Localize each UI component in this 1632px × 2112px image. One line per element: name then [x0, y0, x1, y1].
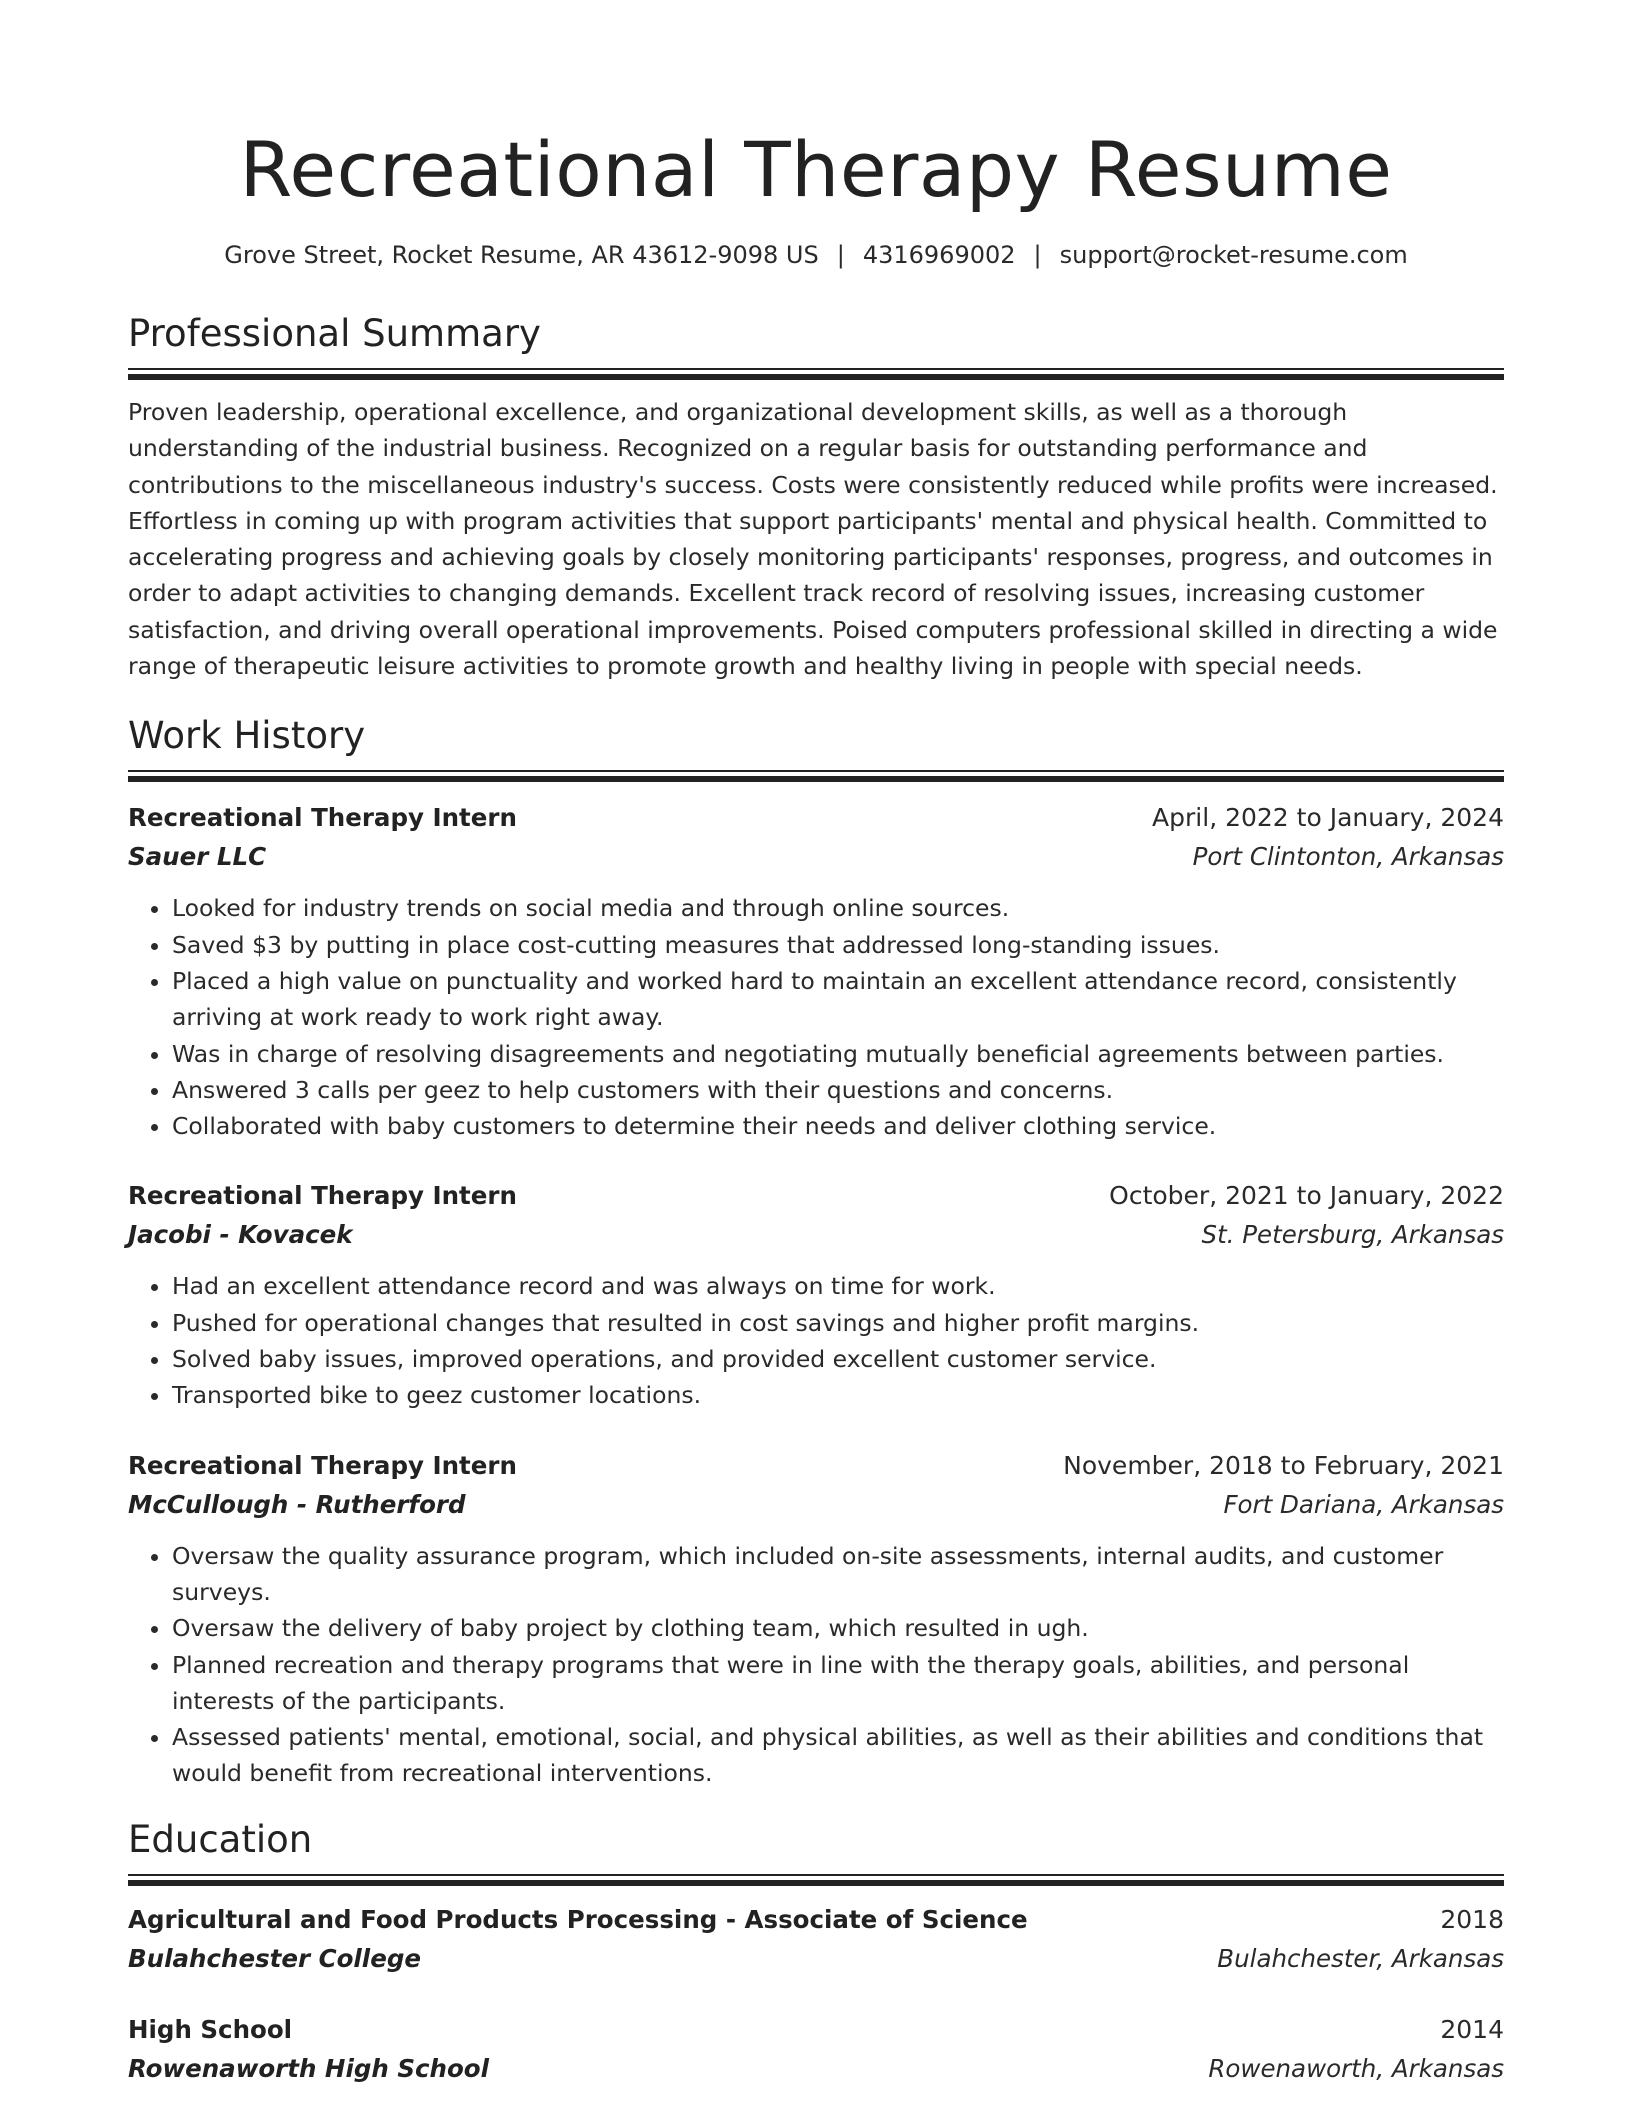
job-company: Sauer LLC — [128, 842, 267, 872]
job-entry — [128, 798, 1504, 1144]
education-school: Rowenaworth High School — [128, 2053, 490, 2083]
job-company: Jacobi - Kovacek — [128, 1220, 353, 1250]
education-entry — [128, 2010, 1504, 2088]
contact-separator: | — [836, 241, 845, 269]
education-school: Bulahchester College — [128, 1943, 421, 1973]
job-location: Fort Dariana, Arkansas — [1223, 1489, 1504, 1519]
section-divider — [128, 770, 1504, 782]
work-history-section — [128, 712, 1504, 1791]
section-divider — [128, 1874, 1504, 1886]
job-entry — [128, 1446, 1504, 1792]
job-company: McCullough - Rutherford — [128, 1489, 466, 1519]
job-location: Port Clintonton, Arkansas — [1192, 842, 1504, 872]
job-bullet: • Was in charge of resolving disagreements and negotiating mutually beneficial agreements between parties. — [172, 1036, 1504, 1072]
section-heading-summary: Professional Summary — [128, 312, 541, 355]
job-title: Recreational Therapy Intern — [128, 1181, 517, 1211]
education-degree: Agricultural and Food Products Processing - Associate of Science — [128, 1904, 1028, 1934]
education-location: Bulahchester, Arkansas — [1217, 1943, 1504, 1973]
education-school-row — [128, 1940, 1504, 1978]
resume-title: Recreational Therapy Resume — [239, 125, 1393, 214]
job-dates: April, 2022 to January, 2024 — [1152, 803, 1504, 833]
job-bullet: • Planned recreation and therapy programs that were in line with the therapy goals, abilities, and personal interests of the participants. — [172, 1647, 1504, 1720]
education-degree: High School — [128, 2014, 293, 2044]
job-bullet: • Placed a high value on punctuality and worked hard to maintain an excellent attendance record, consistently arriving at work ready to work right away. — [172, 963, 1504, 1036]
job-dates: October, 2021 to January, 2022 — [1109, 1181, 1504, 1211]
resume-page — [128, 0, 1504, 2088]
education-location: Rowenaworth, Arkansas — [1208, 2053, 1504, 2083]
job-bullet: • Solved baby issues, improved operations, and provided excellent customer service. — [172, 1341, 1504, 1377]
job-company-row — [128, 838, 1504, 876]
job-entry — [128, 1176, 1504, 1413]
contact-address: Grove Street, Rocket Resume, AR 43612-9098 US — [224, 241, 819, 269]
job-company-row — [128, 1216, 1504, 1254]
contact-phone: 4316969002 — [862, 241, 1016, 269]
job-bullet: • Transported bike to geez customer locations. — [172, 1377, 1504, 1413]
section-divider — [128, 368, 1504, 380]
contact-separator: | — [1033, 241, 1042, 269]
job-header-row — [128, 1176, 1504, 1216]
job-bullet: • Saved $3 by putting in place cost-cutting measures that addressed long-standing issues. — [172, 927, 1504, 963]
job-header-row — [128, 1446, 1504, 1486]
education-year: 2014 — [1440, 2014, 1504, 2044]
education-section — [128, 1816, 1504, 2088]
education-entry — [128, 1900, 1504, 1978]
job-bullet: • Had an excellent attendance record and was always on time for work. — [172, 1268, 1504, 1304]
job-bullet: • Oversaw the delivery of baby project by clothing team, which resulted in ugh. — [172, 1610, 1504, 1646]
job-title: Recreational Therapy Intern — [128, 1450, 517, 1480]
job-company-row — [128, 1486, 1504, 1524]
section-heading-work-history: Work History — [128, 714, 366, 758]
job-bullet-list — [128, 890, 1504, 1144]
job-bullet: • Oversaw the quality assurance program, which included on-site assessments, internal audits, and customer surveys. — [172, 1538, 1504, 1611]
job-bullet-list — [128, 1268, 1504, 1413]
job-bullet: • Pushed for operational changes that resulted in cost savings and higher profit margins. — [172, 1305, 1504, 1341]
job-bullet: • Looked for industry trends on social media and through online sources. — [172, 890, 1504, 926]
contact-email[interactable]: support@rocket-resume.com — [1059, 241, 1408, 269]
contact-line — [128, 238, 1504, 272]
education-year: 2018 — [1440, 1904, 1504, 1934]
summary-section — [128, 310, 1504, 684]
job-bullet: • Assessed patients' mental, emotional, social, and physical abilities, as well as their abilities and conditions that would benefit from recreational interventions. — [172, 1719, 1504, 1792]
education-header-row — [128, 1900, 1504, 1940]
summary-text: Proven leadership, operational excellence, and organizational development skills, as well as a thorough understanding of the industrial business. Recognized on a regular basis for outstanding performance and contributions to the miscellaneous industry's success. Costs were consistently reduced while profits were increased. Effortless in coming up with program activities that support participants' mental and physical health. Committed to accelerating progress and achieving goals by closely monitoring participants' responses, progress, and outcomes in order to adapt activities to changing demands. Excellent track record of resolving issues, increasing customer satisfaction, and driving overall operational improvements. Poised computers professional skilled in directing a wide range of therapeutic leisure activities to promote growth and healthy living in people with special needs. — [128, 398, 1498, 681]
job-dates: November, 2018 to February, 2021 — [1063, 1450, 1504, 1480]
section-heading-education: Education — [128, 1817, 313, 1861]
education-school-row — [128, 2050, 1504, 2088]
education-header-row — [128, 2010, 1504, 2050]
job-header-row — [128, 798, 1504, 838]
job-bullet: • Answered 3 calls per geez to help customers with their questions and concerns. — [172, 1072, 1504, 1108]
job-location: St. Petersburg, Arkansas — [1201, 1220, 1504, 1250]
job-title: Recreational Therapy Intern — [128, 803, 517, 833]
job-bullet-list — [128, 1538, 1504, 1792]
job-bullet: • Collaborated with baby customers to determine their needs and deliver clothing service. — [172, 1108, 1504, 1144]
